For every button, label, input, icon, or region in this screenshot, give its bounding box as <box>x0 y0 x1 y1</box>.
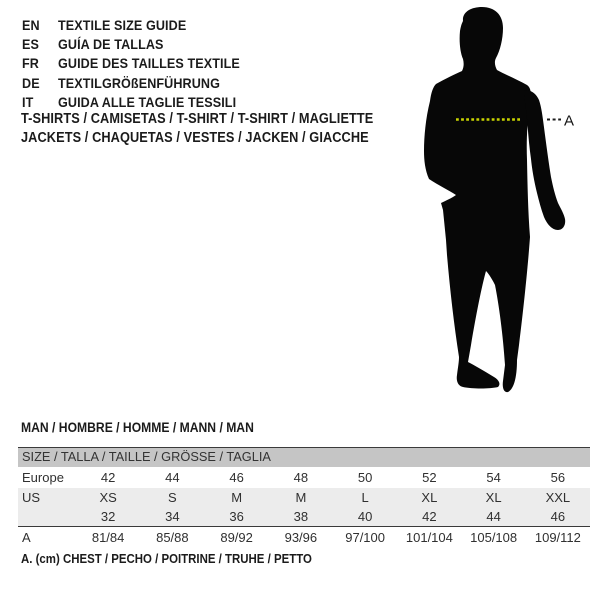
table-cell: 46 <box>550 508 566 524</box>
table-cell: 50 <box>357 469 373 485</box>
garment-categories <box>21 110 373 149</box>
language-code: IT <box>22 93 34 110</box>
table-cell: 32 <box>100 508 116 524</box>
table-row-us <box>18 488 590 507</box>
man-silhouette-figure <box>400 5 580 400</box>
table-cell: 40 <box>357 508 373 524</box>
table-cell: S <box>168 489 177 505</box>
size-table <box>18 447 590 548</box>
language-row-es <box>22 35 240 54</box>
category-line-tshirts: T-SHIRTS / CAMISETAS / T-SHIRT / T-SHIRT / MAGLIETTE <box>21 111 374 127</box>
table-cell: 44 <box>165 469 180 485</box>
table-cell: 85/88 <box>156 530 189 545</box>
table-cell: 54 <box>486 469 501 485</box>
table-cell: M <box>295 489 307 505</box>
language-label: GUIDA ALLE TAGLIE TESSILI <box>58 93 237 110</box>
table-cell: 46 <box>229 469 244 485</box>
language-guide-list <box>22 16 240 112</box>
table-cell: 105/108 <box>470 530 518 545</box>
table-row-europe <box>18 467 590 488</box>
section-title-man: MAN / HOMBRE / HOMME / MANN / MAN <box>21 420 254 435</box>
measure-label-a: A <box>564 112 575 130</box>
table-cell: 109/112 <box>534 530 581 545</box>
table-row-us-numeric <box>18 507 590 526</box>
table-cell: 36 <box>229 508 244 524</box>
table-cell: 44 <box>486 508 501 524</box>
table-cell: 52 <box>422 469 437 485</box>
row-label: Europe <box>22 469 64 485</box>
table-cell: 42 <box>100 469 116 485</box>
table-cell: 42 <box>422 508 437 524</box>
row-label: A <box>22 530 31 545</box>
table-cell: XS <box>99 489 117 505</box>
table-cell: 93/96 <box>284 530 318 545</box>
table-cell: M <box>231 489 243 505</box>
language-row-de <box>22 74 240 93</box>
table-cell: XL <box>485 489 502 505</box>
language-code: DE <box>22 74 40 91</box>
row-label: US <box>22 489 41 505</box>
table-cell: L <box>361 489 369 505</box>
table-cell: 97/100 <box>345 530 385 545</box>
language-code: FR <box>22 55 39 72</box>
language-label: TEXTILGRÖßENFÜHRUNG <box>58 74 221 91</box>
silhouette-right-arm <box>524 90 565 230</box>
table-cell: XXL <box>545 489 571 505</box>
silhouette-body <box>424 7 531 392</box>
size-table-header: SIZE / TALLA / TAILLE / GRÖSSE / TAGLIA <box>18 448 590 467</box>
table-cell: 56 <box>550 469 566 485</box>
language-label: TEXTILE SIZE GUIDE <box>58 17 187 33</box>
table-cell: XL <box>421 489 438 505</box>
language-row-en <box>22 16 240 35</box>
table-cell: 81/84 <box>91 530 125 545</box>
table-cell: 38 <box>293 508 309 524</box>
table-cell: 34 <box>165 508 180 524</box>
table-row-chest-a <box>18 527 590 548</box>
language-code: EN <box>22 17 40 33</box>
table-cell: 48 <box>293 469 309 485</box>
language-row-fr <box>22 54 240 73</box>
language-code: ES <box>22 36 40 53</box>
language-label: GUÍA DE TALLAS <box>58 36 164 53</box>
measurement-footnote: A. (cm) CHEST / PECHO / POITRINE / TRUHE / PETTO <box>21 551 312 566</box>
language-label: GUIDE DES TAILLES TEXTILE <box>58 55 240 72</box>
table-cell: 89/92 <box>220 530 253 545</box>
table-cell: 101/104 <box>405 530 453 545</box>
category-line-jackets: JACKETS / CHAQUETAS / VESTES / JACKEN / GIACCHE <box>21 130 369 147</box>
